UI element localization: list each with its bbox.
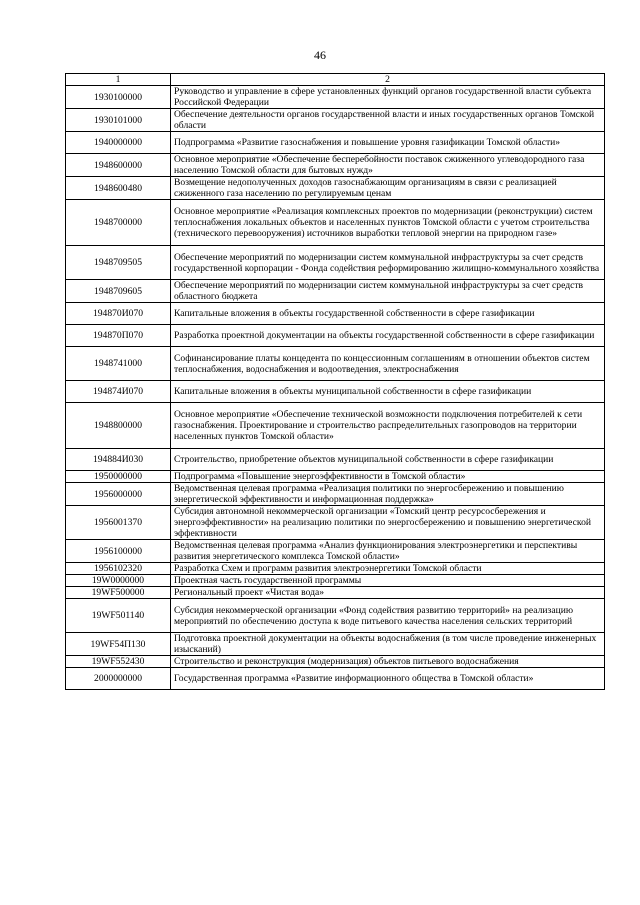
table-row: [66, 599, 605, 633]
row-code: 1948700000: [66, 200, 171, 246]
row-description: Региональный проект «Чистая вода»: [171, 587, 605, 599]
table-row: [66, 154, 605, 177]
table-row: [66, 280, 605, 303]
table-row: [66, 246, 605, 280]
row-description: Подпрограмма «Развитие газоснабжения и повышение уровня газификации Томской области»: [171, 132, 605, 154]
row-code: 19WF54П130: [66, 633, 171, 656]
row-code: 194874И070: [66, 381, 171, 403]
row-code: 1948741000: [66, 347, 171, 381]
row-description: Строительство, приобретение объектов муниципальной собственности в сфере газификации: [171, 449, 605, 471]
page-number: 46: [314, 48, 326, 62]
row-description: Подготовка проектной документации на объекты водоснабжения (в том числе проведение инженерных изысканий): [171, 633, 605, 656]
row-description: Строительство и реконструкция (модернизация) объектов питьевого водоснабжения: [171, 656, 605, 668]
row-code: 1930101000: [66, 109, 171, 132]
row-code: 1948600000: [66, 154, 171, 177]
row-code: 194870И070: [66, 303, 171, 325]
table-row: [66, 325, 605, 347]
row-description: Возмещение недополученных доходов газоснабжающим организациям в связи с реализацией сжиженного газа населению по регулируемым ценам: [171, 177, 605, 200]
row-description: Капитальные вложения в объекты государственной собственности в сфере газификации: [171, 303, 605, 325]
row-description: Субсидия автономной некоммерческой организации «Томский центр ресурсосбережения и энергоэффективности» на реализацию политики по энергосбережению и повышению энергетической эффективности: [171, 506, 605, 540]
row-description: Обеспечение мероприятий по модернизации систем коммунальной инфраструктуры за счет средств областного бюджета: [171, 280, 605, 303]
table-row: [66, 86, 605, 109]
row-code: 1948709605: [66, 280, 171, 303]
row-code: 1930100000: [66, 86, 171, 109]
row-code: 1956001370: [66, 506, 171, 540]
row-description: Капитальные вложения в объекты муниципальной собственности в сфере газификации: [171, 381, 605, 403]
table-row: [66, 563, 605, 575]
row-description: Основное мероприятие «Реализация комплексных проектов по модернизации (реконструкции) систем теплоснабжения локальных объектов и населенных пунктов Томской области с учетом строительства (технического перевооружения) источников выработки тепловой энергии на природном газе»: [171, 200, 605, 246]
table-row: [66, 109, 605, 132]
row-code: 194884И030: [66, 449, 171, 471]
row-description: Обеспечение мероприятий по модернизации систем коммунальной инфраструктуры за счет средств государственной корпорации - Фонда содействия реформированию жилищно-коммунального хозяйства: [171, 246, 605, 280]
table-row: [66, 303, 605, 325]
table-row: [66, 403, 605, 449]
row-code: 194870П070: [66, 325, 171, 347]
table-row: [66, 132, 605, 154]
row-code: 1948709505: [66, 246, 171, 280]
row-description: Основное мероприятие «Обеспечение бесперебойности поставок сжиженного углеводородного газа населению Томской области для бытовых нужд»: [171, 154, 605, 177]
row-code: 1956000000: [66, 483, 171, 506]
row-code: 1940000000: [66, 132, 171, 154]
table-row: [66, 506, 605, 540]
row-description: Обеспечение деятельности органов государственной власти и иных государственных органов Томской области: [171, 109, 605, 132]
table-row: [66, 347, 605, 381]
table-row: [66, 471, 605, 483]
row-description: Основное мероприятие «Обеспечение технической возможности подключения потребителей к сети газоснабжения. Проектирование и строительство распределительных газопроводов на территории населенных пунктов Томской области»: [171, 403, 605, 449]
row-code: 1956100000: [66, 540, 171, 563]
classification-table: [65, 73, 605, 690]
row-code: 2000000000: [66, 668, 171, 690]
table-row: [66, 575, 605, 587]
row-description: Государственная программа «Развитие информационного общества в Томской области»: [171, 668, 605, 690]
table-row: [66, 449, 605, 471]
table-row: [66, 656, 605, 668]
row-description: Проектная часть государственной программы: [171, 575, 605, 587]
table-row: [66, 540, 605, 563]
column-header-code: 1: [66, 74, 171, 86]
row-description: Ведомственная целевая программа «Реализация политики по энергосбережению и повышению энергетической эффективности и информационная поддержка»: [171, 483, 605, 506]
table-row: [66, 483, 605, 506]
row-description: Субсидия некоммерческой организации «Фонд содействия развитию территорий» на реализацию мероприятий по обеспечению доступа к воде питьевого качества населения сельских территорий: [171, 599, 605, 633]
row-description: Софинансирование платы концедента по концессионным соглашениям в отношении объектов систем теплоснабжения, водоснабжения и водоотведения, электроснабжения: [171, 347, 605, 381]
row-description: Разработка проектной документации на объекты государственной собственности в сфере газификации: [171, 325, 605, 347]
row-description: Разработка Схем и программ развития электроэнергетики Томской области: [171, 563, 605, 575]
row-description: Ведомственная целевая программа «Анализ функционирования электроэнергетики и перспективы развития энергетического комплекса Томской области»: [171, 540, 605, 563]
row-code: 1950000000: [66, 471, 171, 483]
table-row: [66, 587, 605, 599]
row-code: 19W0000000: [66, 575, 171, 587]
row-code: 1956102320: [66, 563, 171, 575]
row-code: 19WF500000: [66, 587, 171, 599]
column-header-description: 2: [171, 74, 605, 86]
table-row: [66, 668, 605, 690]
row-code: 1948600480: [66, 177, 171, 200]
table-row: [66, 633, 605, 656]
table-row: [66, 381, 605, 403]
row-description: Подпрограмма «Повышение энергоэффективности в Томской области»: [171, 471, 605, 483]
row-description: Руководство и управление в сфере установленных функций органов государственной власти субъекта Российской Федерации: [171, 86, 605, 109]
row-code: 19WF501140: [66, 599, 171, 633]
row-code: 1948800000: [66, 403, 171, 449]
table-header-row: [66, 74, 605, 86]
table-row: [66, 200, 605, 246]
table-row: [66, 177, 605, 200]
row-code: 19WF552430: [66, 656, 171, 668]
